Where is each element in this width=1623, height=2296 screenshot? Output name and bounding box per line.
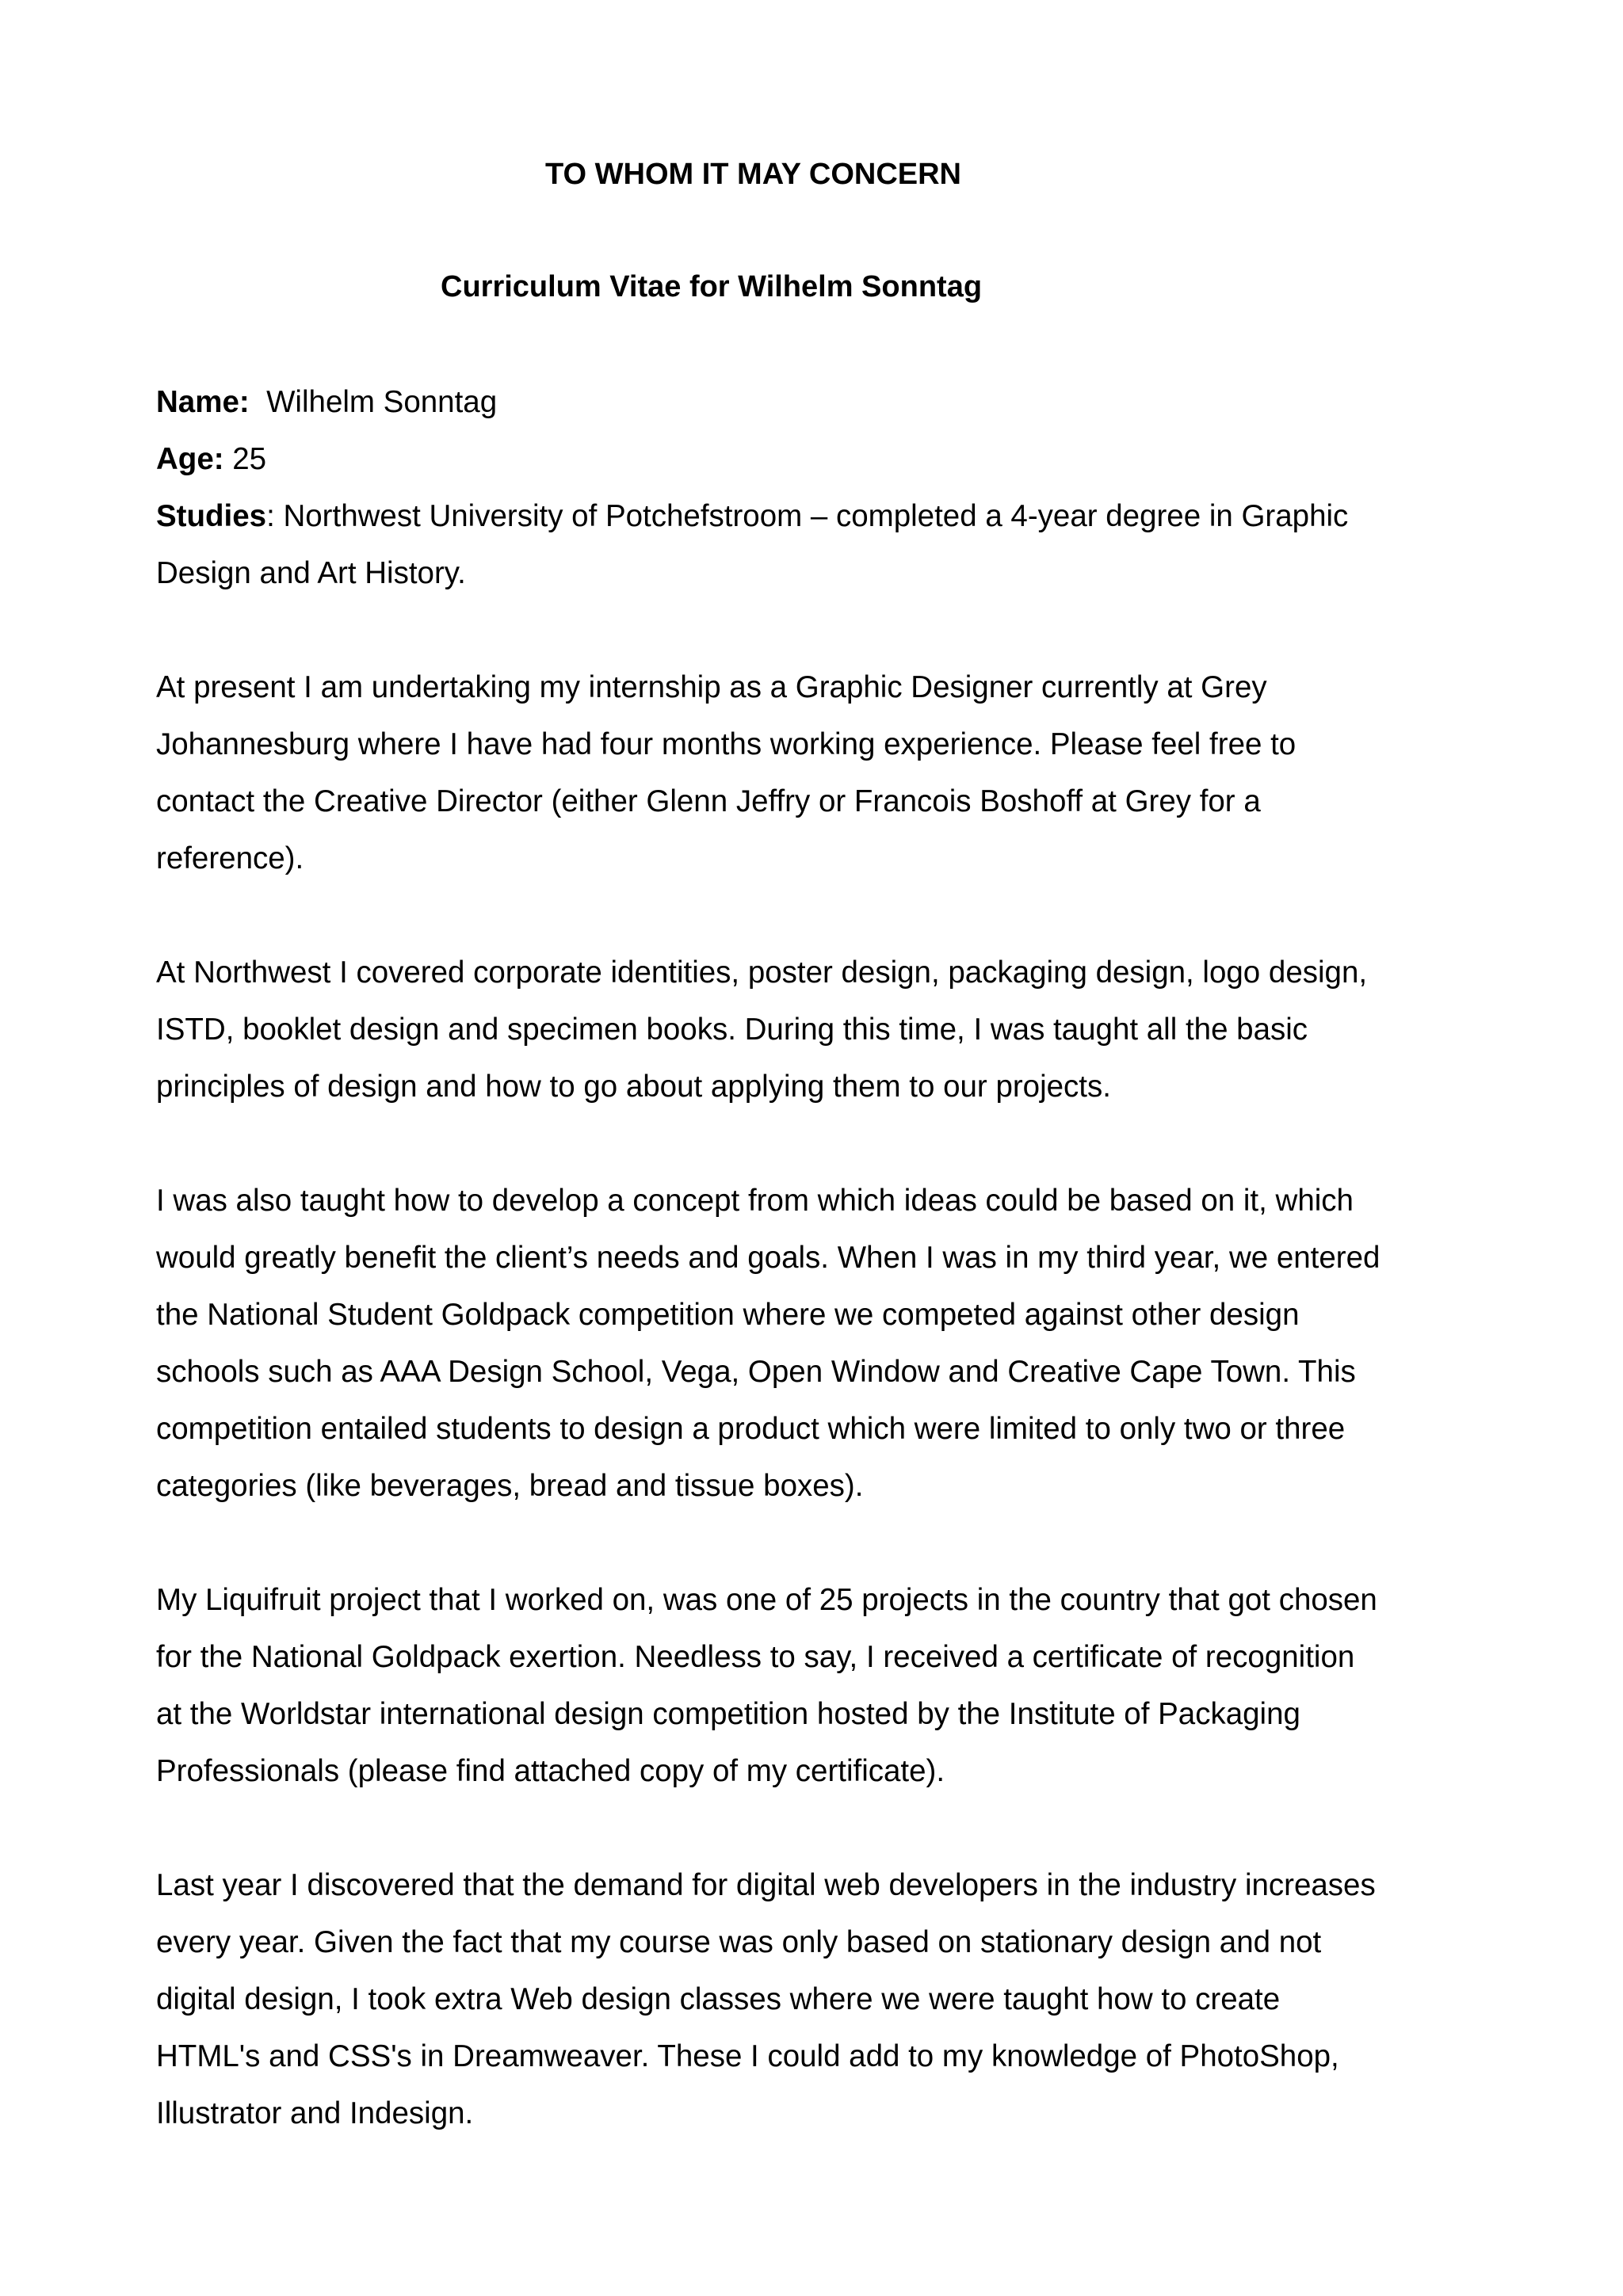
paragraph-line: At present I am undertaking my internship as a Graphic Designer currently at Grey bbox=[156, 670, 1267, 704]
studies-label: Studies bbox=[156, 499, 267, 533]
paragraph-line: for the National Goldpack exertion. Needless to say, I received a certificate of recognition bbox=[156, 1640, 1355, 1674]
paragraph-internship bbox=[156, 659, 1503, 887]
name-label: Name: bbox=[156, 385, 250, 419]
name-value: Wilhelm Sonntag bbox=[249, 385, 498, 419]
paragraph-line: contact the Creative Director (either Glenn Jeffry or Francois Boshoff at Grey for a bbox=[156, 784, 1261, 818]
document-subheading: Curriculum Vitae for Wilhelm Sonntag bbox=[441, 270, 983, 303]
studies-line: Design and Art History. bbox=[156, 556, 466, 590]
studies-field bbox=[156, 488, 1503, 602]
paragraph-line: reference). bbox=[156, 841, 304, 875]
paragraph-line: Professionals (please find attached copy of my certificate). bbox=[156, 1754, 945, 1788]
paragraph-line: every year. Given the fact that my course was only based on stationary design and not bbox=[156, 1925, 1322, 1959]
name-field bbox=[156, 374, 1503, 431]
studies-line bbox=[156, 488, 1503, 545]
document-heading: TO WHOM IT MAY CONCERN bbox=[545, 158, 961, 191]
paragraph-concept bbox=[156, 1173, 1503, 1515]
paragraph-web-design bbox=[156, 1857, 1503, 2142]
paragraph-line: Last year I discovered that the demand for digital web developers in the industry increases bbox=[156, 1868, 1376, 1902]
paragraph-line: ISTD, booklet design and specimen books. During this time, I was taught all the basic bbox=[156, 1013, 1308, 1047]
studies-value: : Northwest University of Potchefstroom – completed a 4-year degree in Graphic bbox=[266, 499, 1349, 533]
paragraph-line: My Liquifruit project that I worked on, was one of 25 projects in the country that got chosen bbox=[156, 1583, 1377, 1617]
age-value: 25 bbox=[223, 442, 267, 476]
paragraph-line: HTML's and CSS's in Dreamweaver. These I could add to my knowledge of PhotoShop, bbox=[156, 2039, 1339, 2073]
paragraph-liquifruit bbox=[156, 1572, 1503, 1800]
paragraph-line: Johannesburg where I have had four months working experience. Please feel free to bbox=[156, 727, 1296, 761]
paragraph-line: schools such as AAA Design School, Vega, Open Window and Creative Cape Town. This bbox=[156, 1355, 1356, 1389]
paragraph-line: would greatly benefit the client’s needs and goals. When I was in my third year, we entered bbox=[156, 1241, 1381, 1275]
paragraph-line: Illustrator and Indesign. bbox=[156, 2096, 474, 2130]
age-field bbox=[156, 431, 1503, 488]
paragraph-northwest bbox=[156, 944, 1503, 1116]
paragraph-line: I was also taught how to develop a concept from which ideas could be based on it, which bbox=[156, 1184, 1354, 1218]
personal-details bbox=[156, 374, 1503, 488]
paragraph-line: At Northwest I covered corporate identities, poster design, packaging design, logo design, bbox=[156, 955, 1368, 990]
paragraph-line: principles of design and how to go about applying them to our projects. bbox=[156, 1070, 1111, 1104]
paragraph-line: at the Worldstar international design competition hosted by the Institute of Packaging bbox=[156, 1697, 1300, 1731]
paragraph-line: the National Student Goldpack competition where we competed against other design bbox=[156, 1298, 1300, 1332]
age-label: Age: bbox=[156, 442, 224, 476]
paragraph-line: categories (like beverages, bread and tissue boxes). bbox=[156, 1469, 864, 1503]
paragraph-line: digital design, I took extra Web design classes where we were taught how to create bbox=[156, 1982, 1281, 2016]
paragraph-line: competition entailed students to design a product which were limited to only two or three bbox=[156, 1412, 1346, 1446]
